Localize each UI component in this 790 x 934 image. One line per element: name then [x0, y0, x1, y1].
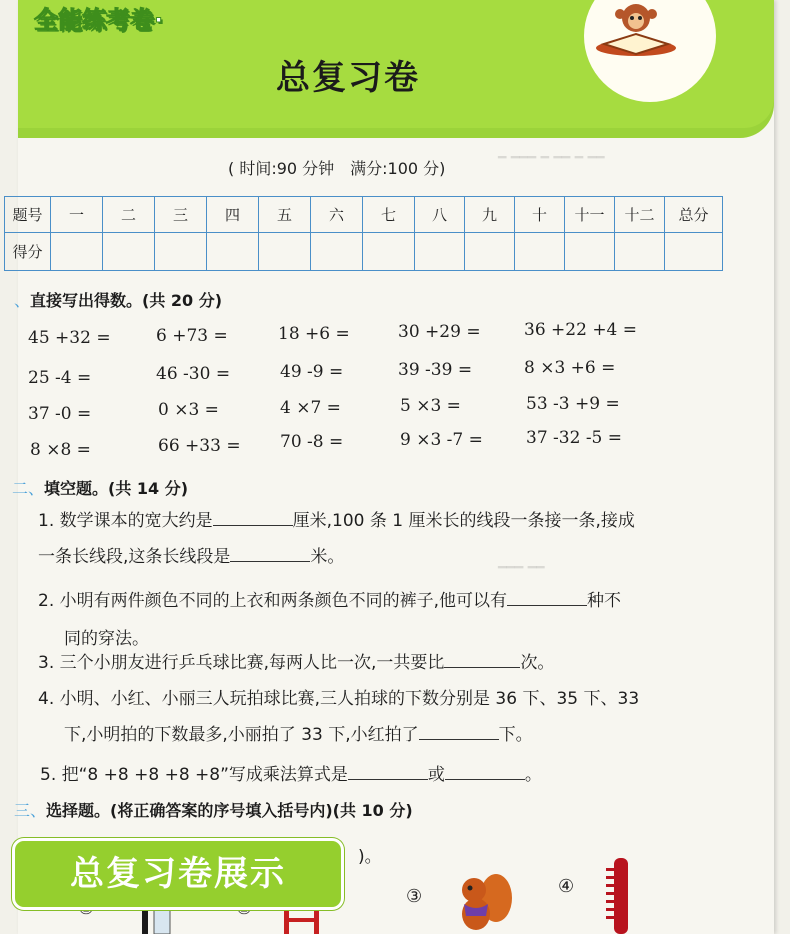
- calc-item: 30 +29 =: [398, 322, 481, 342]
- score-entry[interactable]: [311, 233, 363, 271]
- question-tail: )。: [358, 847, 382, 867]
- question-3-text: 3. 三个小朋友进行乒乓球比赛,每两人比一次,一共要比: [38, 653, 445, 673]
- score-entry[interactable]: [155, 233, 207, 271]
- question-1-text: 1. 数学课本的宽大约是: [38, 511, 213, 531]
- calc-item: 6 +73 =: [156, 326, 228, 346]
- question-3: [38, 648, 554, 673]
- calc-item: 0 ×3 =: [158, 400, 219, 420]
- question-1-line-1: [38, 506, 635, 531]
- calc-item: 18 +6 =: [278, 324, 350, 344]
- question-3-text: 次。: [520, 653, 555, 673]
- score-entry[interactable]: [565, 233, 615, 271]
- section-3-number: 三、: [14, 801, 47, 820]
- answer-blank[interactable]: [507, 605, 587, 606]
- score-cell: 一: [51, 197, 103, 233]
- score-entry[interactable]: [259, 233, 311, 271]
- answer-blank[interactable]: [230, 561, 310, 562]
- section-3-title: 选择题。(将正确答案的序号填入括号内)(共 10 分): [46, 801, 413, 820]
- answer-blank[interactable]: [444, 667, 520, 668]
- option-3[interactable]: ③: [406, 886, 423, 907]
- answer-blank[interactable]: [445, 779, 525, 780]
- calc-item: 39 -39 =: [398, 360, 473, 380]
- score-entry[interactable]: [515, 233, 565, 271]
- calc-item: 45 +32 =: [28, 328, 111, 348]
- score-cell: 九: [465, 197, 515, 233]
- question-2-text: 2. 小明有两件颜色不同的上衣和两条颜色不同的裤子,他可以有: [38, 591, 508, 611]
- section-1-title: 直接写出得数。(共 20 分): [30, 291, 223, 310]
- calc-item: 5 ×3 =: [400, 396, 461, 416]
- score-table: [4, 196, 723, 271]
- score-cell: 五: [259, 197, 311, 233]
- score-cell: 四: [207, 197, 259, 233]
- score-cell: 十: [515, 197, 565, 233]
- calc-item: 70 -8 =: [280, 432, 344, 452]
- question-1-text: 米。: [310, 547, 345, 567]
- section-3-heading: [14, 798, 413, 821]
- question-5: [40, 760, 542, 785]
- calc-item: 8 ×8 =: [30, 440, 91, 460]
- calc-item: 46 -30 =: [156, 364, 231, 384]
- score-entry[interactable]: [207, 233, 259, 271]
- question-4-text: 下。: [498, 725, 533, 745]
- caption-label: 总复习卷展示: [12, 838, 344, 910]
- score-entry[interactable]: [465, 233, 515, 271]
- section-1-heading: [14, 288, 222, 311]
- calc-item: 37 -32 -5 =: [526, 428, 623, 448]
- score-cell: 十一: [565, 197, 615, 233]
- question-5-text: 或: [427, 765, 445, 785]
- calc-item: 8 ×3 +6 =: [524, 358, 616, 378]
- score-cell: 十二: [615, 197, 665, 233]
- exam-page: [12, 0, 774, 934]
- score-cell: 题号: [5, 197, 51, 233]
- question-4-line-1: 4. 小明、小红、小丽三人玩拍球比赛,三人拍球的下数分别是 36 下、35 下、33: [38, 689, 640, 709]
- calc-item: 25 -4 =: [28, 368, 92, 388]
- score-cell: 七: [363, 197, 415, 233]
- question-5-text: 5. 把“8 +8 +8 +8 +8”写成乘法算式是: [40, 765, 348, 785]
- score-cell: 二: [103, 197, 155, 233]
- section-2-number: 二、: [12, 479, 45, 498]
- answer-blank[interactable]: [213, 525, 293, 526]
- reading-monkey-icon: [590, 0, 682, 58]
- score-entry[interactable]: [665, 233, 723, 271]
- bleed-through-text: ━━━ ━━: [498, 560, 545, 576]
- question-1-text: 厘米,100 条 1 厘米长的线段一条接一条,接成: [292, 511, 635, 531]
- question-1-text: 一条长线段,这条长线段是: [38, 547, 231, 567]
- section-2-title: 填空题。(共 14 分): [44, 479, 189, 498]
- bleed-through-text: ━ ━━━ ━ ━━ ━ ━━: [498, 150, 605, 166]
- question-4-text: 下,小明拍的下数最多,小丽拍了 33 下,小红拍了: [64, 725, 419, 745]
- score-cell: 八: [415, 197, 465, 233]
- score-row-label: 得分: [5, 233, 51, 271]
- page-title: 总复习卷: [276, 58, 420, 98]
- option-4[interactable]: ④: [558, 876, 575, 897]
- score-entry[interactable]: [615, 233, 665, 271]
- calc-item: 66 +33 =: [158, 436, 241, 456]
- score-cell: 总分: [665, 197, 723, 233]
- score-table-score-row: [5, 233, 723, 271]
- calc-item: 37 -0 =: [28, 404, 92, 424]
- question-4-line-2: [64, 720, 533, 745]
- score-entry[interactable]: [415, 233, 465, 271]
- comb-icon: [604, 858, 632, 934]
- question-2-text: 种不: [587, 591, 622, 611]
- score-entry[interactable]: [103, 233, 155, 271]
- score-cell: 三: [155, 197, 207, 233]
- series-badge: 全能练考卷·: [34, 6, 164, 34]
- calc-item: 4 ×7 =: [280, 398, 341, 418]
- score-table-header-row: [5, 197, 723, 233]
- score-entry[interactable]: [363, 233, 415, 271]
- calc-item: 49 -9 =: [280, 362, 344, 382]
- exam-info: ( 时间:90 分钟 满分:100 分): [228, 159, 446, 178]
- question-2-line-1: [38, 586, 621, 611]
- answer-blank[interactable]: [348, 779, 428, 780]
- calc-item: 53 -3 +9 =: [526, 394, 620, 414]
- section-2-heading: [12, 476, 188, 499]
- squirrel-icon: [450, 868, 516, 934]
- question-2-line-2: 同的穿法。: [64, 629, 149, 649]
- section-1-number: 、: [14, 291, 31, 310]
- answer-blank[interactable]: [419, 739, 499, 740]
- question-5-text: 。: [524, 765, 542, 785]
- calc-item: 36 +22 +4 =: [524, 320, 638, 340]
- score-cell: 六: [311, 197, 363, 233]
- question-1-line-2: [38, 542, 344, 567]
- score-entry[interactable]: [51, 233, 103, 271]
- calc-item: 9 ×3 -7 =: [400, 430, 483, 450]
